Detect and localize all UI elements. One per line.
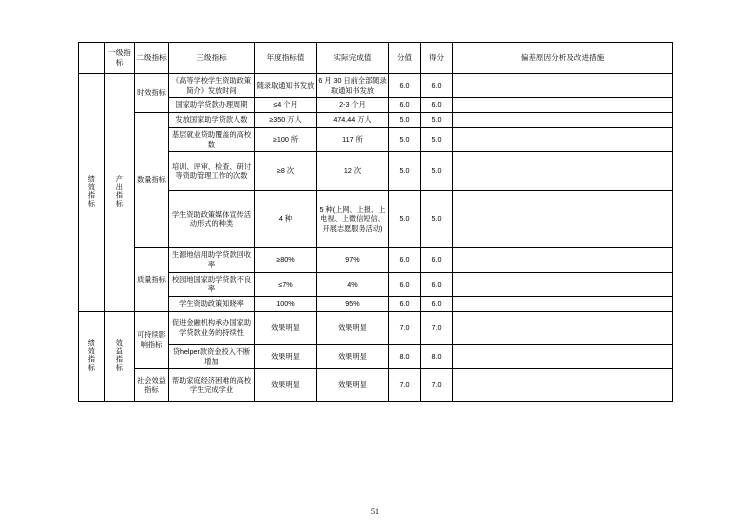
- indicator-name: 贷helper款资金投入不断增加: [169, 344, 255, 368]
- indicator-score: 5.0: [421, 152, 453, 191]
- indicator-name: 国家助学贷款办理周期: [169, 98, 255, 113]
- indicator-actual: 6 月 30 日前全部随录取通知书发放: [317, 74, 389, 98]
- indicator-name: 学生资助政策知晓率: [169, 297, 255, 312]
- indicator-score-max: 5.0: [389, 127, 421, 151]
- indicator-note: [453, 311, 673, 344]
- indicator-actual: 474.44 万人: [317, 113, 389, 128]
- table-row: [79, 297, 673, 312]
- header-score: 得分: [421, 43, 453, 74]
- indicator-actual: 117 所: [317, 127, 389, 151]
- indicator-name: 发放国家助学贷款人数: [169, 113, 255, 128]
- group-benefit-perf-indicator: 绩效指标: [79, 311, 105, 401]
- indicator-name: 生源地信用助学贷款回收率: [169, 248, 255, 272]
- indicator-score: 5.0: [421, 127, 453, 151]
- indicator-actual: 效果明显: [317, 369, 389, 402]
- indicator-target: 随录取通知书发放: [255, 74, 317, 98]
- indicator-score: 6.0: [421, 297, 453, 312]
- header-level3: 三级指标: [169, 43, 255, 74]
- header-actual-value: 实际完成值: [317, 43, 389, 74]
- table-row: [79, 191, 673, 248]
- indicator-name: 促进金融机构承办国家助学贷款业务的持续性: [169, 311, 255, 344]
- indicator-name: 帮助家庭经济困难的高校学生完成学业: [169, 369, 255, 402]
- indicator-score-max: 6.0: [389, 297, 421, 312]
- header-level1: 一级指标: [105, 43, 135, 74]
- indicator-actual: 效果明显: [317, 344, 389, 368]
- indicator-target: ≤7%: [255, 272, 317, 296]
- table-row: [79, 113, 673, 128]
- indicator-score-max: 6.0: [389, 272, 421, 296]
- indicator-score-max: 5.0: [389, 113, 421, 128]
- indicator-target: 4 种: [255, 191, 317, 248]
- indicator-actual: 效果明显: [317, 311, 389, 344]
- indicator-note: [453, 248, 673, 272]
- table-row: [79, 127, 673, 151]
- indicator-target: 效果明显: [255, 311, 317, 344]
- indicator-name: 基层就业贷助覆盖的高校数: [169, 127, 255, 151]
- group-perf-indicator: 绩效指标: [79, 74, 105, 312]
- indicator-note: [453, 272, 673, 296]
- indicator-note: [453, 98, 673, 113]
- indicator-actual: 12 次: [317, 152, 389, 191]
- indicator-score: 6.0: [421, 248, 453, 272]
- indicator-score-max: 7.0: [389, 369, 421, 402]
- table-row: [79, 98, 673, 113]
- indicator-note: [453, 127, 673, 151]
- indicator-note: [453, 344, 673, 368]
- indicator-actual: 97%: [317, 248, 389, 272]
- performance-indicator-table: [78, 42, 673, 402]
- indicator-note: [453, 191, 673, 248]
- indicator-score-max: 5.0: [389, 152, 421, 191]
- indicator-name: 学生资助政策媒体宣传活动形式的种类: [169, 191, 255, 248]
- header-score-max: 分值: [389, 43, 421, 74]
- indicator-actual: 2-3 个月: [317, 98, 389, 113]
- indicator-note: [453, 297, 673, 312]
- indicator-score-max: 8.0: [389, 344, 421, 368]
- indicator-name: 培训、评审、检查、研讨等资助管理工作的次数: [169, 152, 255, 191]
- table-row: [79, 248, 673, 272]
- header-blank: [79, 43, 105, 74]
- indicator-actual: 4%: [317, 272, 389, 296]
- indicator-name: 校园地国家助学贷款不良率: [169, 272, 255, 296]
- indicator-actual: 5 种(上网、上报、上电视、上微信短信、开展志愿服务活动): [317, 191, 389, 248]
- indicator-target: ≥350 万人: [255, 113, 317, 128]
- indicator-target: ≤4 个月: [255, 98, 317, 113]
- indicator-score: 8.0: [421, 344, 453, 368]
- indicator-score-max: 6.0: [389, 248, 421, 272]
- header-annual-target: 年度指标值: [255, 43, 317, 74]
- table-row: [79, 152, 673, 191]
- indicator-score: 6.0: [421, 74, 453, 98]
- indicator-name: 《高等学校学生资助政策简介》发放时间: [169, 74, 255, 98]
- indicator-score: 5.0: [421, 191, 453, 248]
- page-number: 51: [371, 507, 379, 516]
- group-benefit-indicator: 效益指标: [105, 311, 135, 401]
- indicator-score: 5.0: [421, 113, 453, 128]
- indicator-score: 7.0: [421, 311, 453, 344]
- indicator-target: ≥80%: [255, 248, 317, 272]
- table-row: [79, 311, 673, 344]
- indicator-score-max: 6.0: [389, 98, 421, 113]
- group-quantity-indicator: 数量指标: [135, 113, 169, 248]
- indicator-target: 100%: [255, 297, 317, 312]
- table-header-row: [79, 43, 673, 74]
- indicator-score-max: 6.0: [389, 74, 421, 98]
- group-sustain-impact-indicator: 可持续影响指标: [135, 311, 169, 368]
- indicator-score: 6.0: [421, 98, 453, 113]
- indicator-score: 6.0: [421, 272, 453, 296]
- indicator-target: ≥8 次: [255, 152, 317, 191]
- group-timeliness-indicator: 时效指标: [135, 74, 169, 113]
- table-row: [79, 369, 673, 402]
- table-row: [79, 344, 673, 368]
- table-row: [79, 74, 673, 98]
- group-quality-indicator: 质量指标: [135, 248, 169, 312]
- header-level2: 二级指标: [135, 43, 169, 74]
- indicator-target: 效果明显: [255, 369, 317, 402]
- indicator-target: ≥100 所: [255, 127, 317, 151]
- indicator-actual: 95%: [317, 297, 389, 312]
- indicator-score-max: 5.0: [389, 191, 421, 248]
- header-deviation-analysis: 偏差原因分析及改进措施: [453, 43, 673, 74]
- group-output-indicator: 产出指标: [105, 74, 135, 312]
- indicator-target: 效果明显: [255, 344, 317, 368]
- indicator-note: [453, 74, 673, 98]
- indicator-score: 7.0: [421, 369, 453, 402]
- indicator-note: [453, 113, 673, 128]
- indicator-score-max: 7.0: [389, 311, 421, 344]
- indicator-note: [453, 369, 673, 402]
- table-row: [79, 272, 673, 296]
- group-social-benefit-indicator: 社会效益指标: [135, 369, 169, 402]
- indicator-note: [453, 152, 673, 191]
